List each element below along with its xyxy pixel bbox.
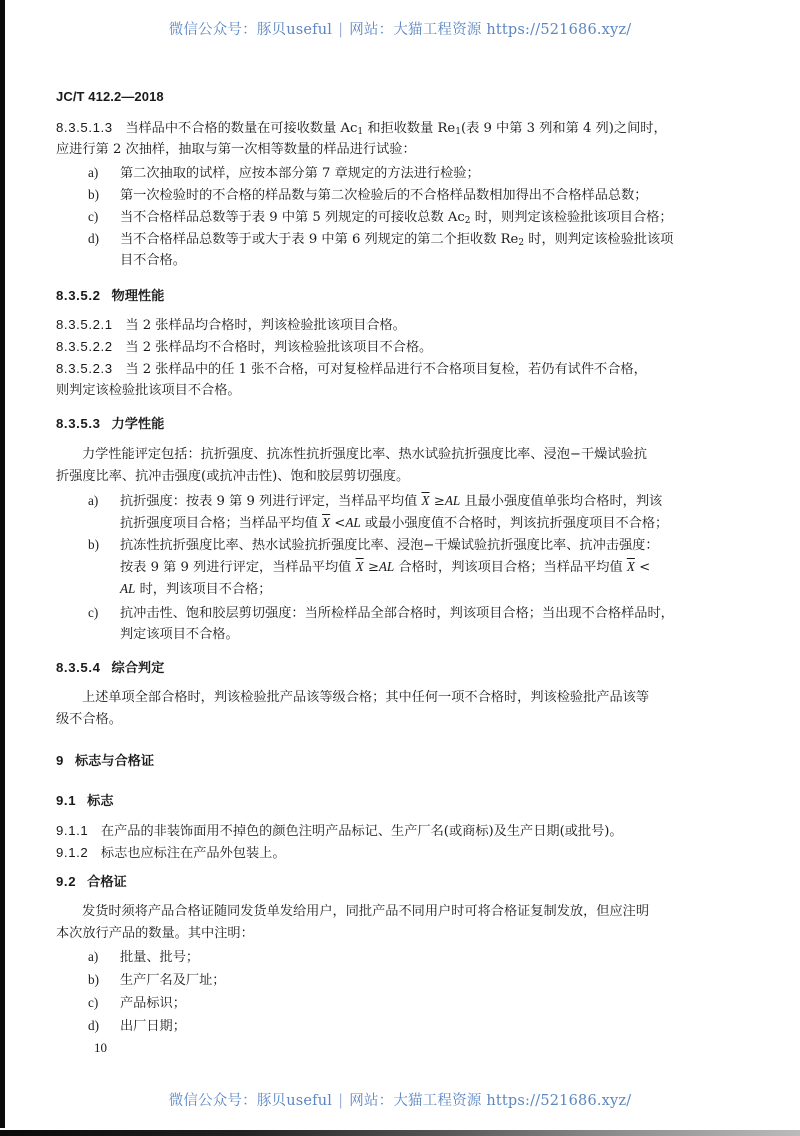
watermark-separator: | xyxy=(338,22,344,38)
clause-9-1-1: 9.1.1 在产品的非装饰面用不掉色的颜色注明产品标记、生产厂名(或商标)及生产日期(或批号)。 xyxy=(56,823,623,839)
watermark-website: 网站：大猫工程资源 https://521686.xyz/ xyxy=(349,1093,632,1109)
standard-code: JC/T 412.2—2018 xyxy=(56,89,164,104)
list-item-c: c) 产品标识； xyxy=(88,995,186,1011)
paragraph-intro: 力学性能评定包括：抗折强度、抗冻性抗折强度比率、热水试验抗折强度比率、浸泡−干燥试验抗 xyxy=(82,447,647,462)
section-heading-9-2: 9.2 合格证 xyxy=(56,874,127,889)
scan-bottom-border xyxy=(0,1130,800,1136)
scan-left-border xyxy=(0,0,5,1128)
list-item-c: c) 抗冲击性、饱和胶层剪切强度：当所检样品全部合格时，判该项目合格；当出现不合格样品时， xyxy=(88,605,674,621)
paragraph-intro-continued: 折强度比率、抗冲击强度(或抗冲击性)、饱和胶层剪切强度。 xyxy=(56,469,410,484)
chapter-heading-9: 9 标志与合格证 xyxy=(56,753,155,768)
clause-8-3-5-2-3: 8.3.5.2.3 当 2 张样品中的任 1 张不合格，可对复检样品进行不合格项目复检，若仍有试件不合格， xyxy=(56,361,647,377)
list-item-a-continued: 抗折强度项目合格；当样品平均值 $\overline{X} <AL$ 或最小强度值不合格时，判该抗折强度项目不合格； xyxy=(120,515,669,531)
section-heading-8-3-5-4: 8.3.5.4 综合判定 xyxy=(56,660,165,675)
list-item-b: b) 第一次检验时的不合格的样品数与第二次检验后的不合格样品数相加得出不合格样品总数； xyxy=(88,187,648,203)
list-item-a: a) 批量、批号； xyxy=(88,949,200,965)
watermark-wechat: 微信公众号：豚贝useful xyxy=(168,22,333,38)
clause-8-3-5-2-2: 8.3.5.2.2 当 2 张样品均不合格时，判该检验批该项目不合格。 xyxy=(56,339,433,355)
watermark-bottom xyxy=(0,1089,800,1110)
list-item-d: d) 当不合格样品总数等于或大于表 9 中第 6 列规定的第二个拒收数 $Re_2$ 时，则判定该检验批该项 xyxy=(88,231,674,248)
paragraph-judgement-continued: 级不合格。 xyxy=(56,712,122,727)
list-item-a: a) 抗折强度：按表 9 第 9 列进行评定，当样品平均值 $\overline{X} \ge AL$ 且最小强度值单张均合格时，判该 xyxy=(88,493,663,509)
section-heading-8-3-5-3: 8.3.5.3 力学性能 xyxy=(56,416,165,431)
list-item-d: d) 出厂日期； xyxy=(88,1018,186,1034)
watermark-top xyxy=(0,18,800,39)
list-item-b: b) 生产厂名及厂址； xyxy=(88,972,226,988)
watermark-wechat: 微信公众号：豚贝useful xyxy=(168,1093,333,1109)
paragraph-judgement: 上述单项全部合格时，判该检验批产品该等级合格；其中任何一项不合格时，判该检验批产品该等 xyxy=(82,690,650,705)
list-item-b-continued-2: AL 时，判该项目不合格； xyxy=(120,581,272,597)
list-item-c-continued: 判定该项目不合格。 xyxy=(120,627,239,642)
paragraph-certificate-continued: 本次放行产品的数量。其中注明： xyxy=(56,926,254,941)
clause-text: 应进行第 2 次抽样，抽取与第一次相等数量的样品进行试验： xyxy=(56,142,416,157)
section-heading-8-3-5-2: 8.3.5.2 物理性能 xyxy=(56,288,165,303)
clause-8-3-5-1-3: 8.3.5.1.3 当样品中不合格的数量在可接收数量 $Ac_1$ 和拒收数量 $Re_1$(表 9 中第 3 列和第 4 列)之间时， xyxy=(56,120,667,137)
list-item-d-continued: 目不合格。 xyxy=(120,253,186,268)
clause-8-3-5-2-3-continued: 则判定该检验批该项目不合格。 xyxy=(56,383,241,398)
watermark-separator: | xyxy=(338,1093,344,1109)
section-heading-9-1: 9.1 标志 xyxy=(56,793,114,808)
list-item-c: c) 当不合格样品总数等于表 9 中第 5 列规定的可接收总数 $Ac_2$ 时，则判定该检验批该项目合格； xyxy=(88,209,673,226)
list-item-a: a) 第二次抽取的试样，应按本部分第 7 章规定的方法进行检验； xyxy=(88,165,480,181)
watermark-website: 网站：大猫工程资源 https://521686.xyz/ xyxy=(349,22,632,38)
list-item-b: b) 抗冻性抗折强度比率、热水试验抗折强度比率、浸泡−干燥试验抗折强度比率、抗冲击强度： xyxy=(88,537,659,553)
page-number: 10 xyxy=(94,1040,107,1055)
paragraph-certificate: 发货时须将产品合格证随同发货单发给用户，同批产品不同用户时可将合格证复制发放，但应注明 xyxy=(82,904,650,919)
clause-8-3-5-2-1: 8.3.5.2.1 当 2 张样品均合格时，判该检验批该项目合格。 xyxy=(56,317,406,333)
clause-9-1-2: 9.1.2 标志也应标注在产品外包装上。 xyxy=(56,845,286,861)
list-item-b-continued: 按表 9 第 9 列进行评定，当样品平均值 $\overline{X} \ge AL$ 合格时，判该项目合格；当样品平均值 $\overline{X}$ < xyxy=(120,559,651,575)
